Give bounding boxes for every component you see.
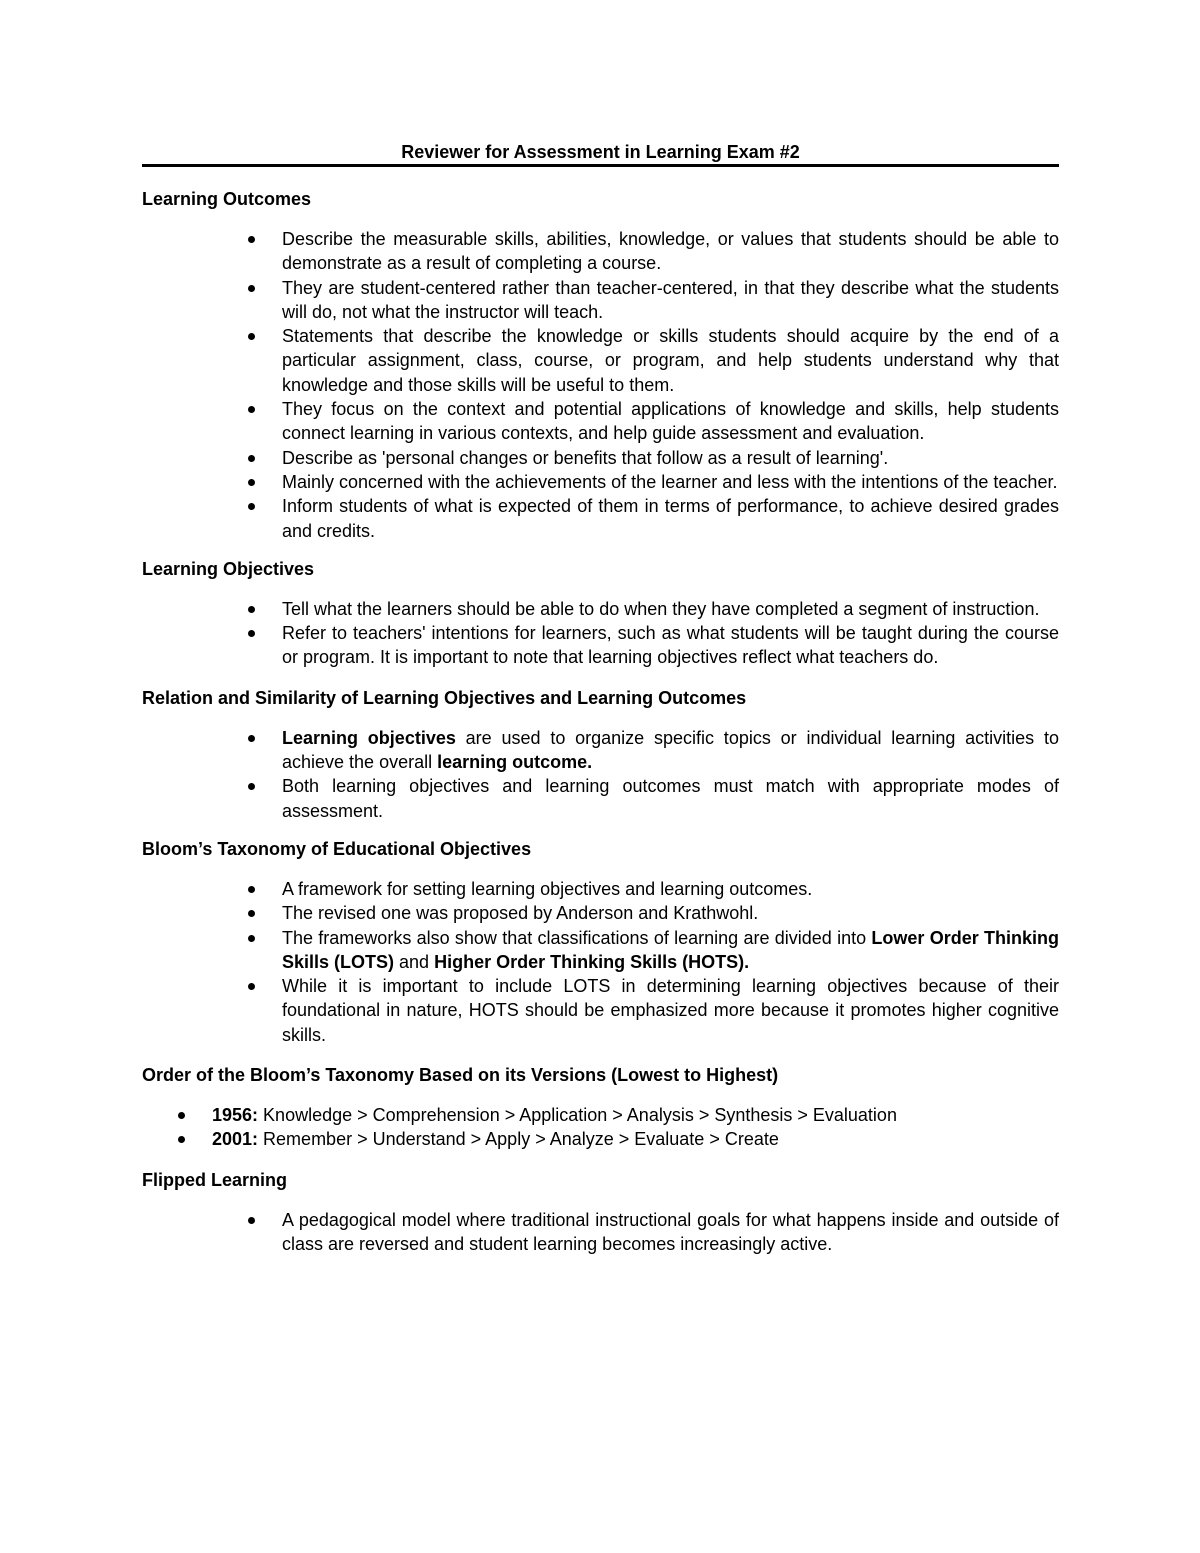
- bullet-icon: [248, 783, 255, 790]
- bullet-icon: [248, 455, 255, 462]
- section-heading: Learning Objectives: [142, 558, 315, 579]
- bullet-icon: [248, 479, 255, 486]
- list-item: Refer to teachers' intentions for learners, such as what students will be taught during the course or program. It is important to note that learning objectives reflect what teachers do.: [142, 621, 1059, 670]
- list-item: They focus on the context and potential applications of knowledge and skills, help students connect learning in various contexts, and help guide assessment and evaluation.: [142, 397, 1059, 446]
- section-heading: Order of the Bloom’s Taxonomy Based on its Versions (Lowest to Highest): [142, 1065, 779, 1086]
- list-item: Describe as 'personal changes or benefits that follow as a result of learning'.: [142, 446, 1059, 470]
- list-item: Statements that describe the knowledge or skills students should acquire by the end of a particular assignment, class, course, or program, and help students understand why that knowledge and those skills will be useful to them.: [142, 324, 1059, 397]
- bullet-list: [142, 877, 1059, 1047]
- bullet-list: [142, 1103, 1059, 1152]
- document-title: Reviewer for Assessment in Learning Exam #2: [401, 142, 800, 162]
- bullet-icon: [248, 1217, 255, 1224]
- bullet-icon: [248, 983, 255, 990]
- list-item: While it is important to include LOTS in determining learning objectives because of their foundational in nature, HOTS should be emphasized more because it promotes higher cognitive skills.: [142, 974, 1059, 1047]
- bullet-icon: [248, 886, 255, 893]
- document-page: [142, 140, 1059, 1256]
- section-heading: Learning Outcomes: [142, 189, 312, 209]
- bullet-icon: [248, 630, 255, 637]
- section-learning-objectives: [142, 557, 1059, 670]
- bullet-icon: [178, 1136, 185, 1143]
- list-item: Mainly concerned with the achievements of the learner and less with the intentions of the teacher.: [142, 470, 1059, 494]
- section-heading: Relation and Similarity of Learning Objectives and Learning Outcomes: [142, 687, 747, 708]
- bullet-icon: [248, 503, 255, 510]
- list-item: The revised one was proposed by Anderson and Krathwohl.: [142, 901, 1059, 925]
- section-relation-similarity: [142, 686, 1059, 823]
- list-item: The frameworks also show that classifications of learning are divided into Lower Order Thinking Skills (LOTS) and Higher Order Thinking Skills (HOTS).: [142, 926, 1059, 975]
- bullet-icon: [248, 735, 255, 742]
- bullet-icon: [248, 236, 255, 243]
- section-learning-outcomes: [142, 187, 1059, 543]
- section-flipped-learning: [142, 1168, 1059, 1257]
- bullet-icon: [248, 910, 255, 917]
- section-heading: Bloom’s Taxonomy of Educational Objectives: [142, 838, 532, 859]
- list-item: 1956: Knowledge > Comprehension > Application > Analysis > Synthesis > Evaluation: [142, 1103, 1059, 1127]
- section-blooms-taxonomy: [142, 837, 1059, 1047]
- list-item: Tell what the learners should be able to do when they have completed a segment of instruction.: [142, 597, 1059, 621]
- bullet-icon: [248, 406, 255, 413]
- list-item: Both learning objectives and learning outcomes must match with appropriate modes of assessment.: [142, 774, 1059, 823]
- bullet-list: [142, 1208, 1059, 1257]
- bullet-icon: [248, 935, 255, 942]
- bullet-icon: [248, 333, 255, 340]
- list-item: Inform students of what is expected of them in terms of performance, to achieve desired grades and credits.: [142, 494, 1059, 543]
- bullet-list: [142, 597, 1059, 670]
- section-heading: Flipped Learning: [142, 1169, 288, 1190]
- list-item: Describe the measurable skills, abilities, knowledge, or values that students should be able to demonstrate as a result of completing a course.: [142, 227, 1059, 276]
- title-underline-divider: [142, 164, 1059, 167]
- bullet-icon: [178, 1112, 185, 1119]
- bullet-list: [142, 227, 1059, 543]
- list-item: A framework for setting learning objectives and learning outcomes.: [142, 877, 1059, 901]
- list-item: Learning objectives are used to organize specific topics or individual learning activities to achieve the overall learning outcome.: [142, 726, 1059, 775]
- list-item: They are student-centered rather than teacher-centered, in that they describe what the students will do, not what the instructor will teach.: [142, 276, 1059, 325]
- bullet-list: [142, 726, 1059, 823]
- bullet-icon: [248, 606, 255, 613]
- bullet-icon: [248, 285, 255, 292]
- section-blooms-order: [142, 1063, 1059, 1152]
- list-item: A pedagogical model where traditional instructional goals for what happens inside and outside of class are reversed and student learning becomes increasingly active.: [142, 1208, 1059, 1257]
- list-item: 2001: Remember > Understand > Apply > Analyze > Evaluate > Create: [142, 1127, 1059, 1151]
